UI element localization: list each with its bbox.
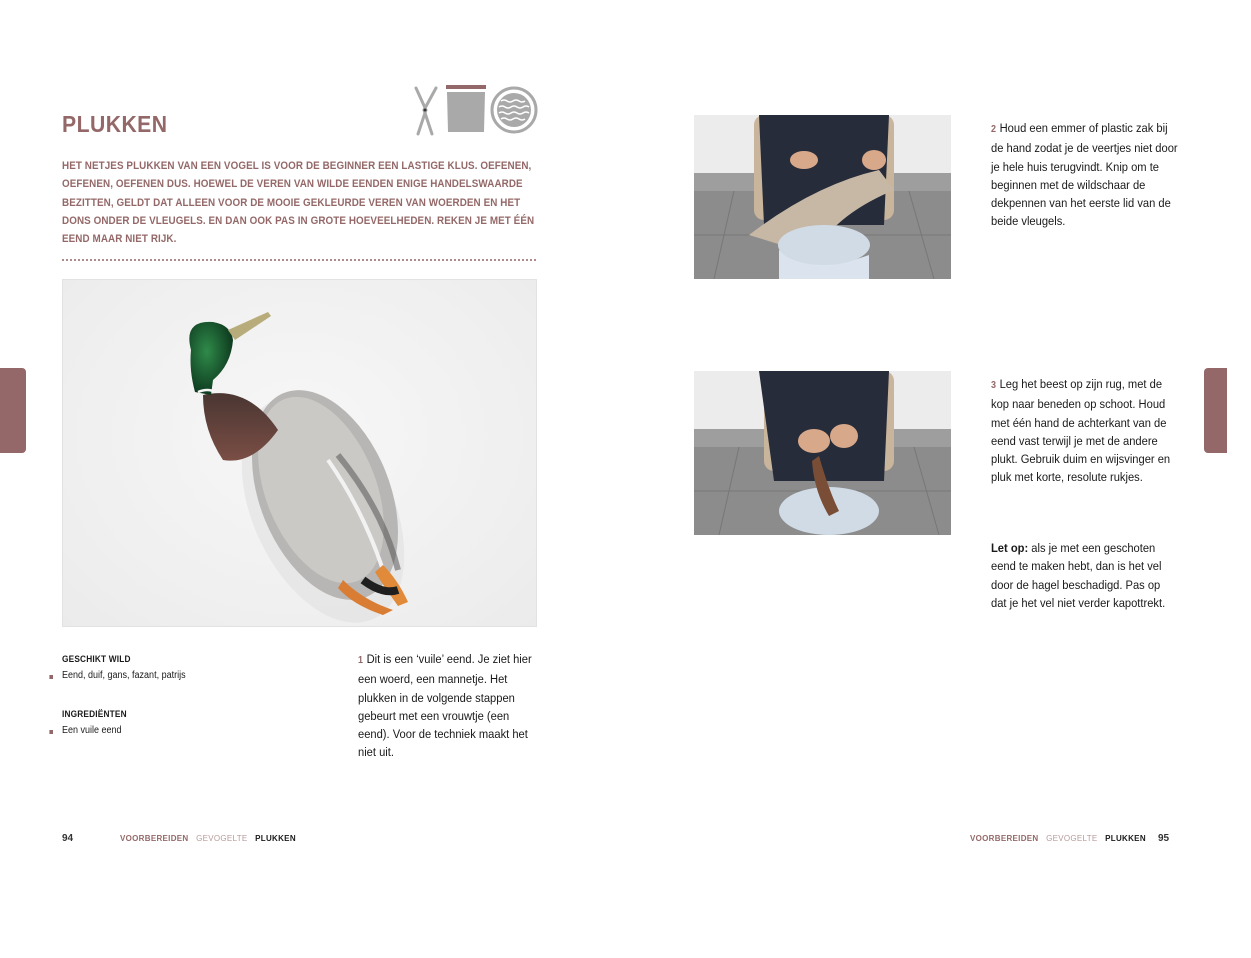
suitable-game-heading: GESCHIKT WILD (62, 654, 131, 664)
intro-text: HET NETJES PLUKKEN VAN EEN VOGEL IS VOOR DE BEGINNER EEN LASTIGE KLUS. OEFENEN, OEFENEN, OEFENEN DUS. HOEWEL DE VEREN VAN WILDE EENDEN ENIGE HANDELSWAARDE BEZITTEN, GELDT DAT ALLEEN VOOR DE MOOIE GEKLEURDE VEREN VAN WOERDEN EN HET DONS ONDER DE VLEUGELS. EN DAN OOK PAS IN GROTE HOEVEELHEDEN. REKEN JE MET ÉÉN EEND MAAR NIET RIJK. (62, 160, 535, 246)
step-3-photo (694, 371, 951, 535)
breadcrumb-item[interactable]: VOORBEREIDEN (120, 834, 189, 843)
ingredients-block (62, 709, 132, 736)
bullet-icon (49, 730, 53, 734)
breadcrumb-left (120, 834, 296, 843)
bullet-icon (49, 675, 53, 679)
chapter-tab-left[interactable] (0, 368, 26, 453)
bag-icon (445, 84, 487, 134)
suitable-game-block (62, 654, 199, 681)
chapter-tab-right[interactable] (1204, 368, 1227, 453)
note-text: Let op: als je met een geschoten eend te maken hebt, dan is het vel door de hagel beschadigd. Pas op dat je het vel niet verder kapottrekt. (991, 541, 1166, 610)
left-page (0, 0, 625, 958)
step-1-text: 1 Dit is een ‘vuile’ eend. Je ziet hier een woerd, een mannetje. Het plukken in de volgende stappen gebeurt met een vrouwtje (een eend). Voor de techniek maakt het niet uit. (358, 652, 532, 760)
bowl-icon (490, 86, 538, 134)
scissors-icon (412, 86, 440, 136)
note-label: Let op: (991, 541, 1029, 555)
page-number-right: 95 (1158, 833, 1170, 844)
step-2-photo (694, 115, 951, 279)
breadcrumb-right (970, 834, 1146, 843)
step-3-text: 3 Leg het beest op zijn rug, met de kop naar beneden op schoot. Houd met één hand de achterkant van de eend vast terwijl je met de andere plukt. Gebruik duim en wijsvinger en pluk met korte, resolute rukjes. (991, 377, 1171, 485)
divider (62, 259, 536, 261)
step-2-number: 2 (991, 124, 997, 135)
breadcrumb-item[interactable]: PLUKKEN (1105, 834, 1146, 843)
ingredient-item: Een vuile eend (62, 725, 125, 736)
main-duck-photo (62, 279, 537, 627)
breadcrumb-item[interactable]: GEVOGELTE (196, 834, 248, 843)
page-number-left: 94 (62, 833, 74, 844)
suitable-game-item: Eend, duif, gans, fazant, patrijs (62, 670, 186, 681)
breadcrumb-item[interactable]: VOORBEREIDEN (970, 834, 1039, 843)
step-2-text: 2 Houd een emmer of plastic zak bij de hand zodat je de veertjes niet door je hele huis terugvindt. Knip om te beginnen met de wildschaar de dekpennen van het eerste lid van de beide vleugels. (991, 121, 1178, 229)
breadcrumb-item[interactable]: GEVOGELTE (1046, 834, 1098, 843)
step-3-number: 3 (991, 380, 997, 391)
tool-icons (412, 84, 537, 136)
step-1-number: 1 (358, 655, 364, 666)
page-title: PLUKKEN (62, 111, 168, 137)
ingredients-heading: INGREDIËNTEN (62, 709, 127, 719)
breadcrumb-item[interactable]: PLUKKEN (255, 834, 296, 843)
